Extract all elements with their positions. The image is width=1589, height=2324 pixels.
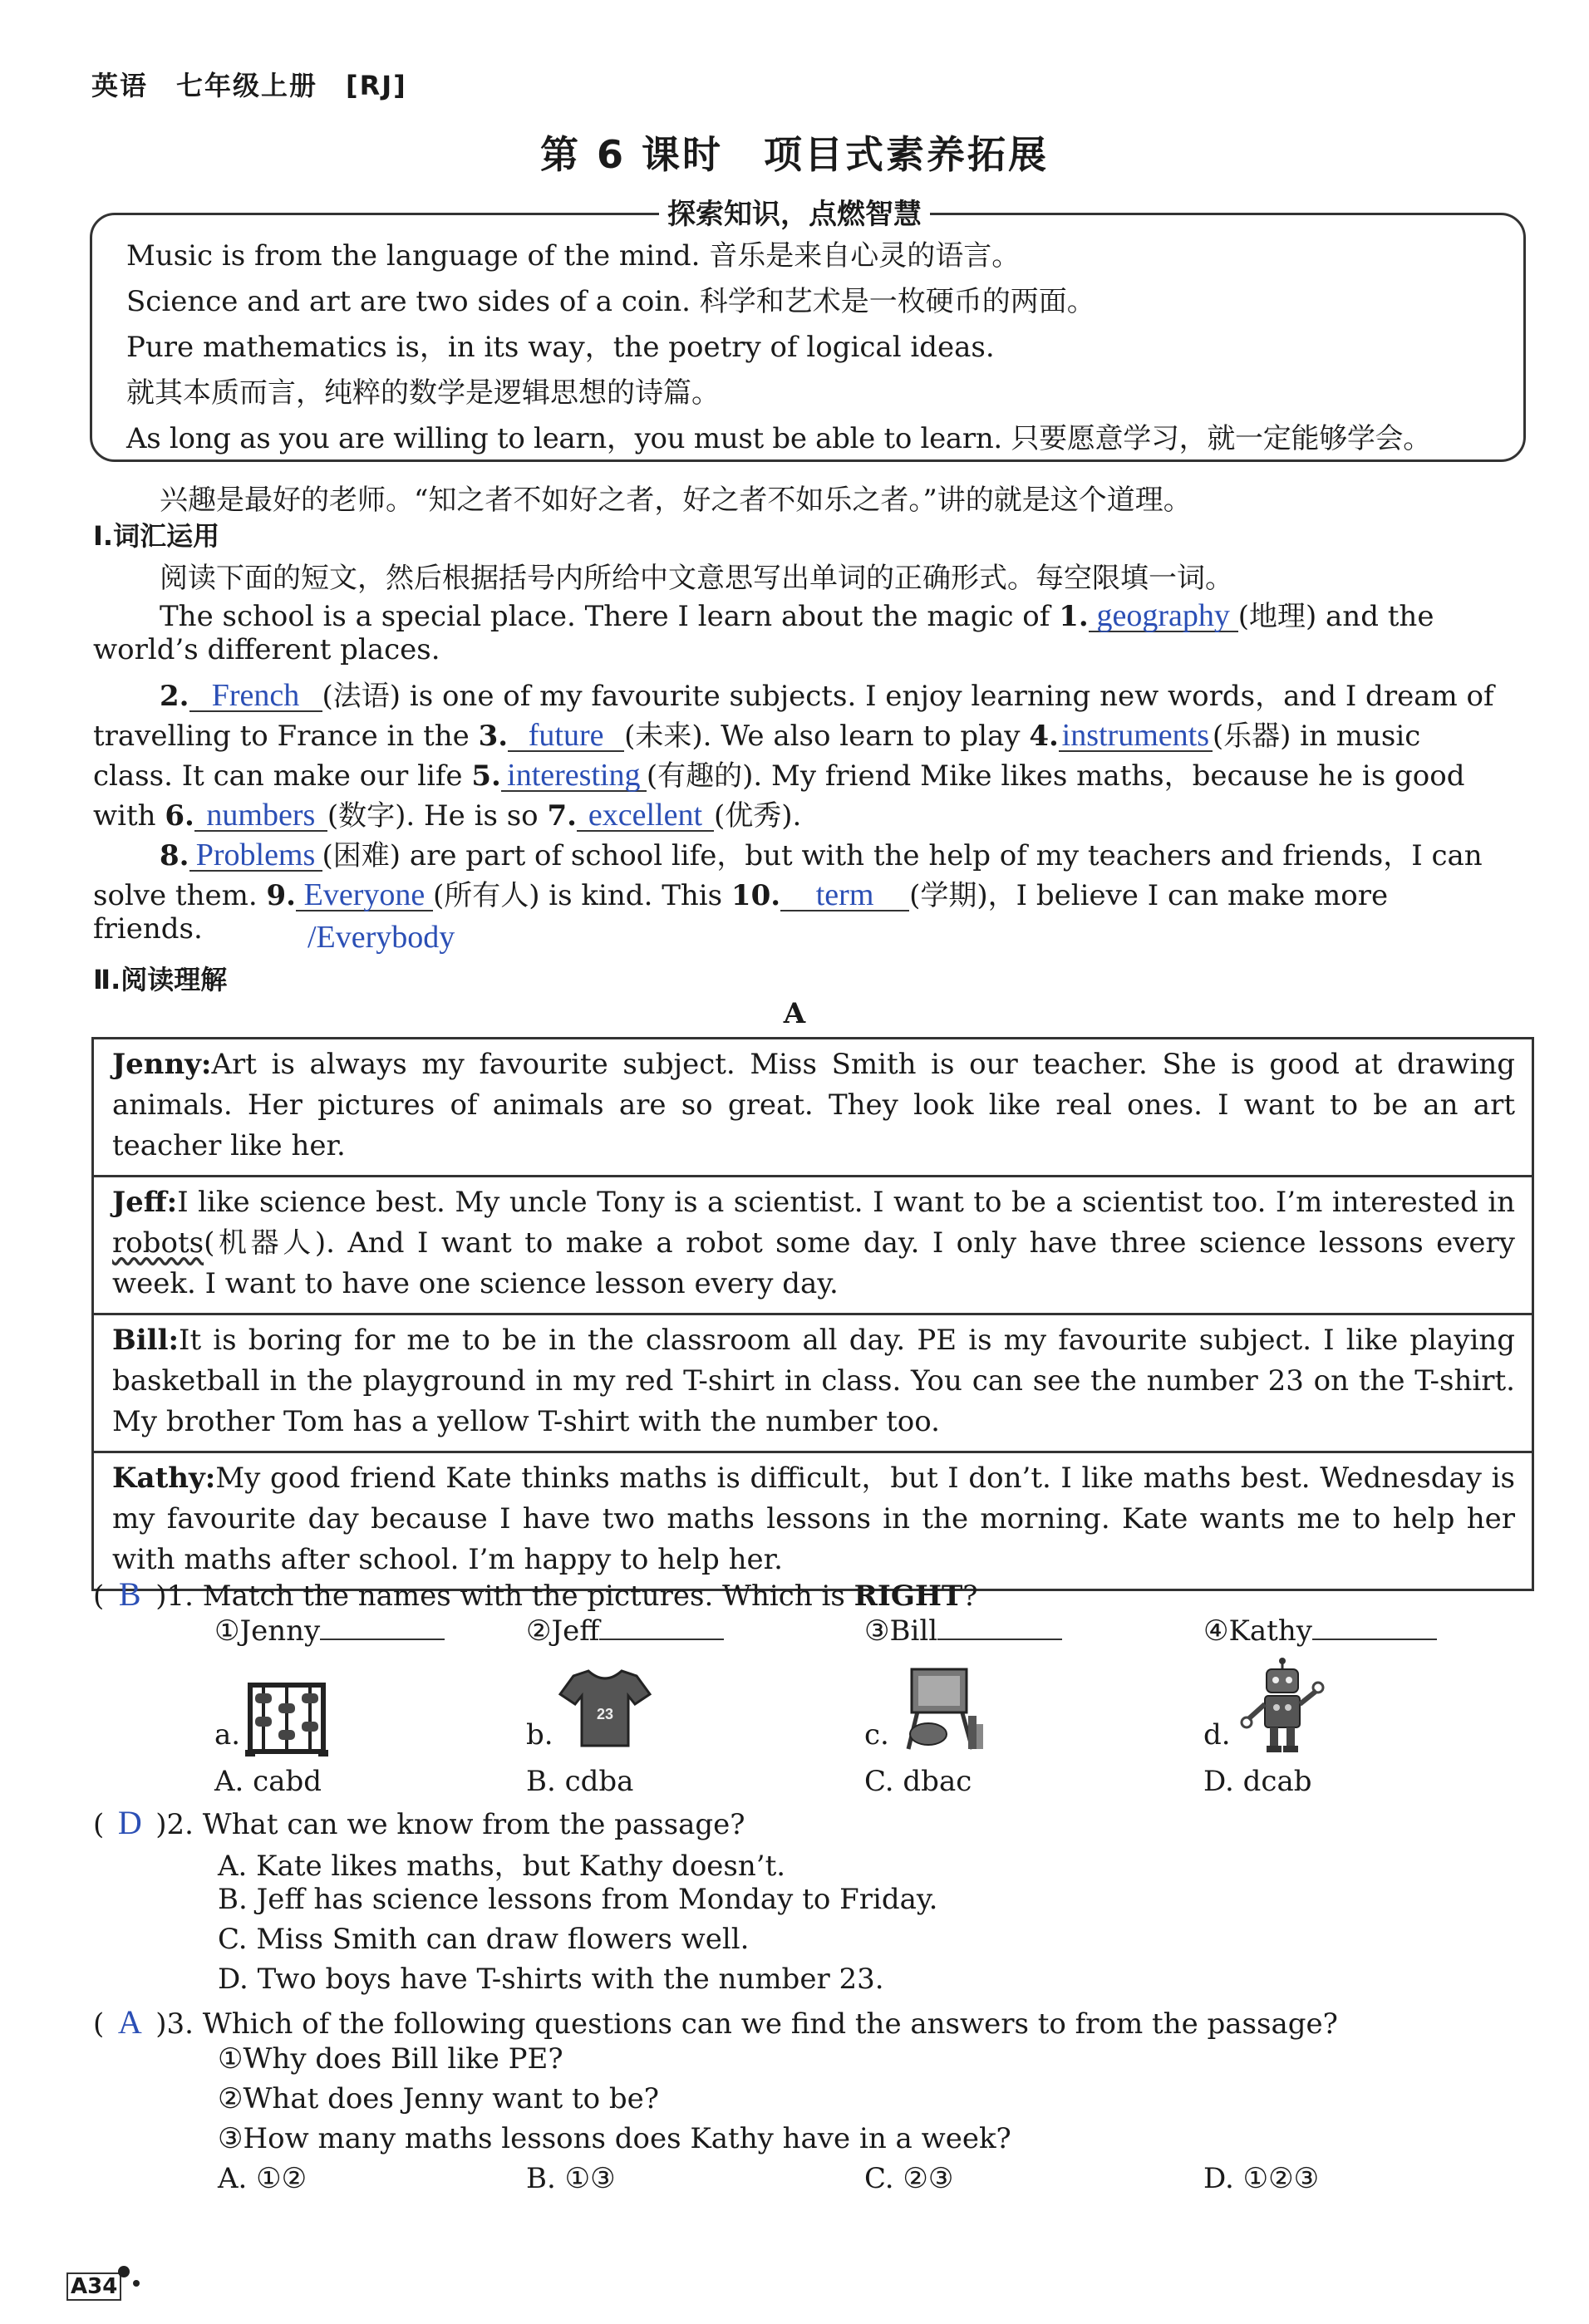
q3-option-a[interactable]: A. ①② — [218, 2162, 307, 2195]
passage-line-5: class. It can make our life 5. interesting (有趣的). My friend Mike likes maths，because he is good — [93, 758, 1465, 793]
quote-line-3: Pure mathematics is，in its way，the poetry of logical ideas. — [126, 331, 995, 364]
footer-dot — [118, 2266, 130, 2277]
pic-label-c: c. — [864, 1718, 889, 1752]
answer-1[interactable]: B — [118, 1575, 141, 1613]
section1-heading: Ⅰ.词汇运用 — [93, 520, 220, 552]
q1-option-a[interactable]: A. cabd — [214, 1765, 322, 1798]
passage-line-9: friends. — [93, 912, 203, 946]
answer-blank-9[interactable]: Everyone — [296, 880, 433, 911]
reading-passage — [91, 1037, 1534, 1591]
pic-label-b: b. — [526, 1718, 553, 1752]
page-title: 第 6 课时 项目式素养拓展 — [539, 132, 1050, 177]
q3-option-d[interactable]: D. ①②③ — [1203, 2162, 1320, 2195]
q1-option-c[interactable]: C. dbac — [864, 1765, 972, 1798]
section1-instruction: 阅读下面的短文，然后根据括号内所给中文意思写出单词的正确形式。每空限填一词。 — [160, 562, 1233, 595]
pic-label-d: d. — [1203, 1718, 1231, 1752]
answer-blank-1[interactable]: geography — [1089, 601, 1238, 632]
q3-item-3: ③How many maths lessons does Kathy have in a week? — [218, 2122, 1011, 2155]
q1-name-bill: ③Bill — [864, 1614, 1062, 1648]
answer-2[interactable]: D — [117, 1804, 142, 1841]
quote-line-4: 就其本质而言，纯粹的数学是逻辑思想的诗篇。 — [126, 376, 720, 410]
intro-text: 兴趣是最好的老师。“知之者不如好之者，好之者不如乐之者。”讲的就是这个道理。 — [160, 484, 1192, 517]
answer-blank-10[interactable]: term — [780, 880, 909, 911]
abacus-icon — [245, 1678, 328, 1757]
book-header: 英语 七年级上册 [RJ] — [91, 70, 407, 101]
passage-line-8: solve them. 9. Everyone (所有人) is kind. This 10. term (学期)，I believe I can make more — [93, 877, 1389, 912]
q1-name-jeff: ②Jeff — [526, 1614, 724, 1648]
q3-option-c[interactable]: C. ②③ — [864, 2162, 954, 2195]
robot-icon — [1237, 1658, 1328, 1757]
q1-option-d[interactable]: D. dcab — [1203, 1765, 1312, 1798]
quote-line-2: Science and art are two sides of a coin. 科学和艺术是一枚硬币的两面。 — [126, 285, 1095, 318]
part-label: A — [783, 997, 806, 1030]
q2-option-d[interactable]: D. Two boys have T-shirts with the number 23. — [218, 1963, 884, 1996]
q1-name-kathy: ④Kathy — [1203, 1614, 1437, 1648]
pic-label-a: a. — [214, 1718, 241, 1752]
quote-box-title: 探索知识，点燃智慧 — [0, 191, 1589, 232]
answer-blank-4[interactable]: instruments — [1059, 720, 1213, 752]
question-2: ( D )2. What can we know from the passage? — [93, 1804, 745, 1841]
q3-option-b[interactable]: B. ①③ — [526, 2162, 616, 2195]
answer-blank-8[interactable]: Problems — [189, 840, 322, 872]
footer-dot-small — [133, 2280, 140, 2287]
answer-blank-7[interactable]: excellent — [577, 800, 714, 832]
answer-blank-3[interactable]: future — [508, 720, 624, 752]
answer-blank-5[interactable]: interesting — [501, 760, 647, 792]
passage-line-7: 8. Problems (困难) are part of school life，but with the help of my teachers and friends，I can — [160, 838, 1483, 872]
tshirt-icon — [558, 1666, 652, 1749]
q2-option-c[interactable]: C. Miss Smith can draw flowers well. — [218, 1923, 750, 1956]
paragraph-jenny: Jenny:Art is always my favourite subject. Miss Smith is our teacher. She is good at drawing animals. Her pictures of animals are so great. They look like real ones. I want to be an art teacher like her. — [94, 1039, 1532, 1177]
passage-line-3: 2. French (法语) is one of my favourite subjects. I enjoy learning new words，and I dream of — [160, 678, 1494, 713]
answer-alternative-9: /Everybody — [307, 920, 455, 955]
passage-line-1: The school is a special place. There I learn about the magic of 1. geography (地理) and the — [160, 598, 1434, 633]
quote-line-1: Music is from the language of the mind. 音乐是来自心灵的语言。 — [126, 239, 1021, 273]
answer-blank-6[interactable]: numbers — [194, 800, 327, 832]
painting-easel-icon — [893, 1658, 989, 1757]
q3-item-2: ②What does Jenny want to be? — [218, 2082, 660, 2115]
q2-option-a[interactable]: A. Kate likes maths，but Kathy doesn’t. — [218, 1850, 786, 1883]
quote-line-5: As long as you are willing to learn，you must be able to learn. 只要愿意学习，就一定能够学会。 — [126, 422, 1431, 455]
q1-name-jenny: ①Jenny — [214, 1614, 445, 1648]
q2-option-b[interactable]: B. Jeff has science lessons from Monday to Friday. — [218, 1883, 938, 1916]
passage-line-4: travelling to France in the 3. future (未来). We also learn to play 4. instruments (乐器) in music — [93, 718, 1421, 753]
answer-3[interactable]: A — [117, 2003, 142, 2041]
paragraph-bill: Bill:It is boring for me to be in the classroom all day. PE is my favourite subject. I like playing basketball in the playground in my red T-shirt in class. You can see the number 23 on the T-shirt. My brother Tom has a yellow T-shirt with the number too. — [94, 1315, 1532, 1453]
question-3: ( A )3. Which of the following questions can we find the answers to from the passage? — [93, 2003, 1338, 2041]
question-1: ( B )1. Match the names with the pictures. Which is RIGHT? — [93, 1575, 978, 1613]
q3-item-1: ①Why does Bill like PE? — [218, 2042, 563, 2076]
q1-option-b[interactable]: B. cdba — [526, 1765, 634, 1798]
passage-line-2: world’s different places. — [93, 633, 440, 666]
answer-blank-2[interactable]: French — [189, 680, 322, 712]
page-number: A34 — [66, 2272, 121, 2301]
paragraph-kathy: Kathy:My good friend Kate thinks maths is difficult，but I don’t. I like maths best. Wednesday is my favourite day because I have two maths lessons in the morning. Kate wants me to help her with maths after school. I’m happy to help her. — [112, 1462, 1515, 1576]
paragraph-jeff: Jeff:I like science best. My uncle Tony is a scientist. I want to be a scientist too. I’m interested in robots(机器人). And I want to make a robot some day. I only have three science lessons every week. I want to have one science lesson every day. — [94, 1177, 1532, 1315]
passage-line-6: with 6. numbers (数字). He is so 7. excellent (优秀). — [93, 798, 802, 833]
svg-text:23: 23 — [596, 1706, 614, 1722]
section2-heading: Ⅱ.阅读理解 — [93, 964, 228, 995]
